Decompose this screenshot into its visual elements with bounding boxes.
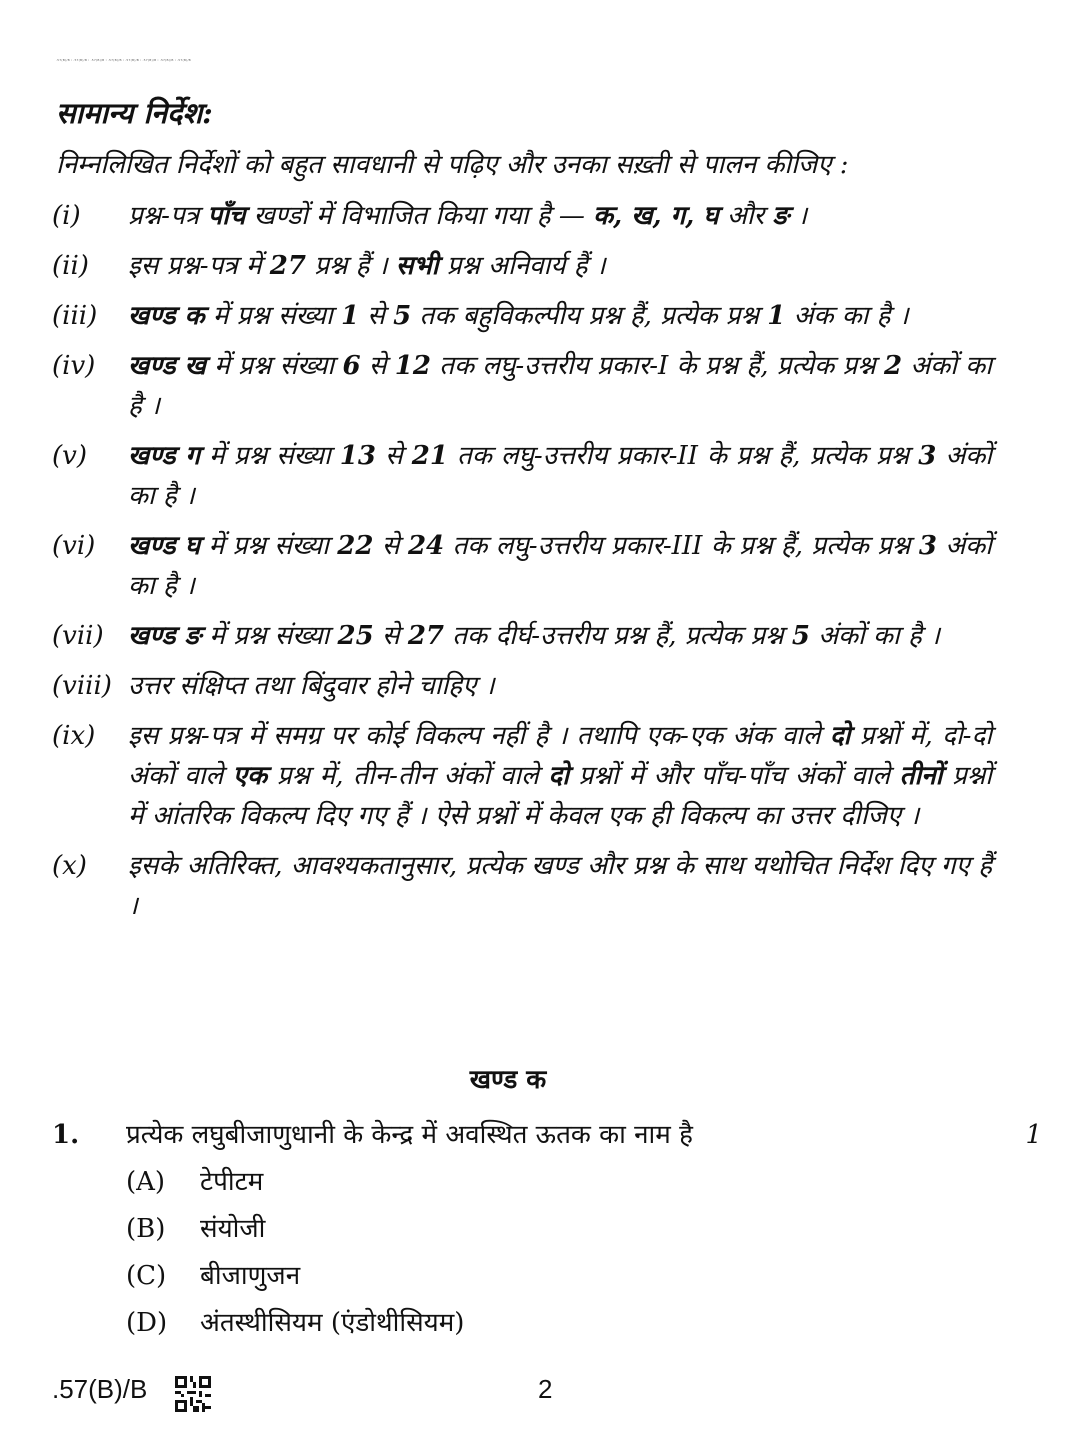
emphasis-text: खण्ड ग bbox=[128, 441, 201, 471]
instruction-fragment: प्रश्नों में और पाँच-पाँच अंकों वाले bbox=[568, 761, 900, 791]
option-text: अंतस्थीसियम (एंडोथीसियम) bbox=[200, 1308, 465, 1338]
instruction-fragment: तक बहुविकल्पीय प्रश्न हैं, प्रत्येक प्रश्न bbox=[411, 301, 768, 331]
instruction-fragment: इस प्रश्न-पत्र में bbox=[128, 251, 270, 281]
option-label: (A) bbox=[126, 1167, 166, 1197]
option-label: (D) bbox=[126, 1308, 168, 1338]
instruction-fragment: में प्रश्न संख्या bbox=[200, 441, 340, 471]
emphasis-text: तीनों bbox=[899, 761, 943, 791]
question-options bbox=[126, 1162, 464, 1350]
instruction-fragment: इस प्रश्न-पत्र में समग्र पर कोई विकल्प नहीं है । तथापि एक-एक अंक वाले bbox=[128, 721, 830, 751]
option-b bbox=[126, 1209, 464, 1256]
instruction-number: (vii) bbox=[52, 621, 104, 651]
instruction-number: (ix) bbox=[52, 721, 96, 751]
instruction-fragment: तक दीर्घ-उत्तरीय प्रश्न हैं, प्रत्येक प्रश्न bbox=[444, 621, 792, 651]
instruction-fragment: । bbox=[789, 201, 808, 231]
qr-code-icon bbox=[175, 1376, 211, 1412]
emphasis-text: खण्ड ङ bbox=[128, 621, 202, 651]
emphasis-text: 6 bbox=[342, 351, 361, 381]
instruction-number: (iv) bbox=[52, 351, 96, 381]
instruction-text bbox=[128, 246, 992, 286]
instruction-fragment: से bbox=[373, 531, 408, 561]
instruction-fragment: से bbox=[373, 621, 408, 651]
emphasis-text: 25 bbox=[337, 621, 374, 651]
instruction-fragment: प्रश्नों में आंतरिक विकल्प दिए गए हैं । ऐसे प्रश्नों में केवल एक ही विकल्प का उत्तर दीजिए । bbox=[128, 761, 992, 831]
option-d bbox=[126, 1303, 464, 1350]
instruction-item bbox=[52, 346, 992, 426]
emphasis-text: 21 bbox=[411, 441, 448, 471]
emphasis-text: 22 bbox=[337, 531, 374, 561]
emphasis-text: दो bbox=[829, 721, 851, 751]
instruction-text bbox=[128, 616, 992, 656]
instruction-number: (ii) bbox=[52, 251, 89, 281]
paper-code: .57(B)/B bbox=[52, 1374, 148, 1404]
emphasis-text: पाँच bbox=[207, 201, 246, 231]
instruction-item bbox=[52, 196, 992, 236]
emphasis-text: 5 bbox=[393, 301, 412, 331]
instruction-fragment: में प्रश्न संख्या bbox=[201, 621, 338, 651]
instruction-text bbox=[128, 346, 992, 426]
instruction-item bbox=[52, 436, 992, 516]
instruction-fragment: उत्तर संक्षिप्त तथा बिंदुवार होने चाहिए । bbox=[128, 671, 495, 701]
instruction-fragment: अंक का है । bbox=[785, 301, 909, 331]
instruction-fragment: तक लघु-उत्तरीय प्रकार-I के प्रश्न हैं, प्रत्येक प्रश्न bbox=[430, 351, 884, 381]
instruction-number: (v) bbox=[52, 441, 87, 471]
emphasis-text: 2 bbox=[883, 351, 903, 381]
instruction-fragment: खण्डों में विभाजित किया गया है — bbox=[245, 201, 594, 231]
question-number: 1. bbox=[52, 1120, 80, 1150]
general-instructions-title: सामान्य निर्देश: bbox=[56, 96, 213, 130]
instruction-fragment: तक लघु-उत्तरीय प्रकार-II के प्रश्न हैं, प्रत्येक प्रश्न bbox=[447, 441, 919, 471]
instruction-text bbox=[128, 716, 992, 836]
instruction-fragment: और bbox=[718, 201, 773, 231]
instruction-number: (vi) bbox=[52, 531, 96, 561]
emphasis-text: खण्ड घ bbox=[128, 531, 201, 561]
instruction-fragment: इसके अतिरिक्त, आवश्यकतानुसार, प्रत्येक खण्ड और प्रश्न के साथ यथोचित निर्देश दिए गए हैं । bbox=[128, 851, 992, 921]
instruction-fragment: अंकों का है । bbox=[809, 621, 940, 651]
option-text: संयोजी bbox=[200, 1214, 266, 1244]
instructions-list bbox=[52, 196, 992, 936]
instruction-text bbox=[128, 296, 992, 336]
emphasis-text: 1 bbox=[767, 301, 786, 331]
emphasis-text: 12 bbox=[394, 351, 431, 381]
instruction-item bbox=[52, 846, 992, 926]
option-c bbox=[126, 1256, 464, 1303]
emphasis-text: 3 bbox=[918, 531, 937, 561]
emphasis-text: खण्ड क bbox=[128, 301, 205, 331]
instruction-fragment: अंकों का है । bbox=[128, 351, 992, 421]
instruction-number: (iii) bbox=[52, 301, 98, 331]
instruction-number: (x) bbox=[52, 851, 87, 881]
instruction-item bbox=[52, 666, 992, 706]
instruction-fragment: प्रश्न-पत्र bbox=[128, 201, 208, 231]
instruction-text bbox=[128, 846, 992, 926]
emphasis-text: दो bbox=[548, 761, 569, 791]
option-label: (B) bbox=[126, 1214, 166, 1244]
instruction-number: (viii) bbox=[52, 671, 112, 701]
emphasis-text: 5 bbox=[791, 621, 810, 651]
instruction-fragment: प्रश्न अनिवार्य हैं । bbox=[438, 251, 606, 281]
question-text: प्रत्येक लघुबीजाणुधानी के केन्द्र में अवस्थित ऊतक का नाम है bbox=[126, 1120, 693, 1150]
emphasis-text: 27 bbox=[407, 621, 445, 651]
emphasis-text: 3 bbox=[918, 441, 937, 471]
instruction-fragment: से bbox=[375, 441, 412, 471]
instruction-fragment: में प्रश्न संख्या bbox=[205, 351, 343, 381]
instruction-fragment: से bbox=[359, 301, 394, 331]
emphasis-text: एक bbox=[232, 761, 268, 791]
emphasis-text: खण्ड ख bbox=[128, 351, 206, 381]
instruction-fragment: तक लघु-उत्तरीय प्रकार-III के प्रश्न हैं, प्रत्येक प्रश्न bbox=[444, 531, 919, 561]
instruction-text bbox=[128, 436, 992, 516]
page-number: 2 bbox=[538, 1374, 553, 1404]
instruction-fragment: अंकों का है । bbox=[128, 531, 992, 601]
instruction-fragment: में प्रश्न संख्या bbox=[204, 301, 341, 331]
instruction-item bbox=[52, 296, 992, 336]
emphasis-text: 13 bbox=[339, 441, 376, 471]
option-label: (C) bbox=[126, 1261, 167, 1291]
instruction-fragment: प्रश्नों में, दो-दो अंकों वाले bbox=[128, 721, 993, 791]
instruction-item bbox=[52, 246, 992, 286]
instruction-text bbox=[128, 666, 992, 706]
instruction-fragment: से bbox=[360, 351, 395, 381]
option-text: बीजाणुजन bbox=[200, 1261, 301, 1291]
section-title: खण्ड क bbox=[469, 1065, 547, 1095]
instruction-fragment: प्रश्न हैं । bbox=[305, 251, 396, 281]
emphasis-text: सभी bbox=[395, 251, 439, 281]
option-a bbox=[126, 1162, 464, 1209]
emphasis-text: ङ bbox=[772, 201, 790, 231]
emphasis-text: क, ख, ग, घ bbox=[593, 201, 719, 231]
instruction-item bbox=[52, 526, 992, 606]
emphasis-text: 1 bbox=[340, 301, 360, 331]
question-marks: 1 bbox=[1025, 1120, 1042, 1150]
instruction-fragment: में प्रश्न संख्या bbox=[200, 531, 338, 561]
instruction-fragment: अंकों का है । bbox=[128, 441, 993, 511]
instruction-item bbox=[52, 716, 992, 836]
instruction-text bbox=[128, 526, 992, 606]
option-text: टेपीटम bbox=[200, 1167, 264, 1197]
instruction-item bbox=[52, 616, 992, 656]
instruction-number: (i) bbox=[52, 201, 81, 231]
emphasis-text: 24 bbox=[407, 531, 445, 561]
instruction-text bbox=[128, 196, 992, 236]
instruction-fragment: प्रश्न में, तीन-तीन अंकों वाले bbox=[267, 761, 549, 791]
emphasis-text: 27 bbox=[269, 251, 306, 281]
instructions-intro: निम्नलिखित निर्देशों को बहुत सावधानी से पढ़िए और उनका सख़्ती से पालन कीजिए : bbox=[56, 150, 849, 180]
running-header: .57(B)/B ⁞ .57(B)/B ⁞ .57(B)/B ⁞ .57(B)/B ⁞ .57(B)/B ⁞ .57(B)/B ⁞ .57(B)/B ⁞ .57(B)/B bbox=[56, 58, 191, 62]
